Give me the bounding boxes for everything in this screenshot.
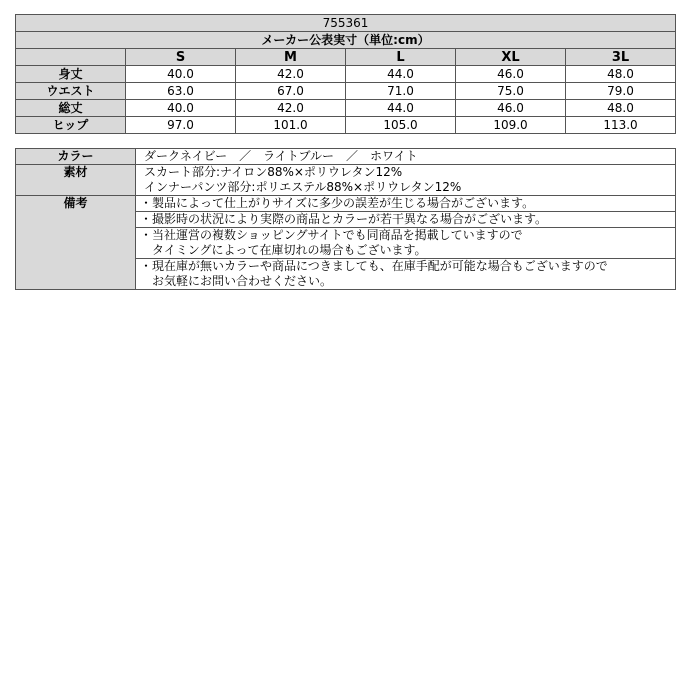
note-line: ・撮影時の状況により実際の商品とカラーが若干異なる場合がございます。 xyxy=(140,212,548,226)
size-value: 48.0 xyxy=(566,66,676,83)
size-row-body-length xyxy=(16,66,676,83)
notes-label: 備考 xyxy=(16,196,136,290)
size-row-hip xyxy=(16,117,676,134)
size-value: 48.0 xyxy=(566,100,676,117)
size-value: 75.0 xyxy=(456,83,566,100)
size-table xyxy=(15,14,676,134)
size-value: 79.0 xyxy=(566,83,676,100)
size-header-3l: 3L xyxy=(566,49,676,66)
note-item xyxy=(136,196,676,212)
note-line: ・当社運営の複数ショッピングサイトでも同商品を掲載していますので xyxy=(140,228,523,242)
size-value: 40.0 xyxy=(126,66,236,83)
notes-row xyxy=(16,196,676,212)
size-row-total-length xyxy=(16,100,676,117)
material-row xyxy=(16,165,676,196)
size-value: 42.0 xyxy=(236,66,346,83)
material-value xyxy=(136,165,676,196)
product-info-table xyxy=(15,148,676,290)
size-header-l: L xyxy=(346,49,456,66)
size-header-s: S xyxy=(126,49,236,66)
size-header-xl: XL xyxy=(456,49,566,66)
material-label: 素材 xyxy=(16,165,136,196)
size-value: 105.0 xyxy=(346,117,456,134)
size-value: 40.0 xyxy=(126,100,236,117)
note-item xyxy=(136,212,676,228)
size-value: 42.0 xyxy=(236,100,346,117)
note-line: ・現在庫が無いカラーや商品につきましても、在庫手配が可能な場合もございますので xyxy=(140,259,608,273)
size-row-waist xyxy=(16,83,676,100)
size-value: 67.0 xyxy=(236,83,346,100)
note-line: お気軽にお問い合わせください。 xyxy=(140,274,333,288)
size-value: 63.0 xyxy=(126,83,236,100)
row-label: 総丈 xyxy=(16,100,126,117)
color-value: ダークネイビー ／ ライトブルー ／ ホワイト xyxy=(136,149,676,165)
size-value: 44.0 xyxy=(346,100,456,117)
note-line: タイミングによって在庫切れの場合もございます。 xyxy=(140,243,427,257)
size-value: 101.0 xyxy=(236,117,346,134)
row-label: ウエスト xyxy=(16,83,126,100)
material-line: インナーパンツ部分:ポリエステル88%×ポリウレタン12% xyxy=(144,180,462,194)
size-table-subtitle: メーカー公表実寸（単位:cm） xyxy=(16,32,676,49)
size-value: 44.0 xyxy=(346,66,456,83)
size-value: 71.0 xyxy=(346,83,456,100)
material-line: スカート部分:ナイロン88%×ポリウレタン12% xyxy=(144,165,403,179)
size-value: 113.0 xyxy=(566,117,676,134)
size-value: 46.0 xyxy=(456,100,566,117)
note-item xyxy=(136,228,676,259)
size-value: 109.0 xyxy=(456,117,566,134)
size-header-m: M xyxy=(236,49,346,66)
product-code: 755361 xyxy=(16,15,676,32)
size-value: 46.0 xyxy=(456,66,566,83)
header-blank-cell xyxy=(16,49,126,66)
color-row xyxy=(16,149,676,165)
size-value: 97.0 xyxy=(126,117,236,134)
row-label: ヒップ xyxy=(16,117,126,134)
note-line: ・製品によって仕上がりサイズに多少の誤差が生じる場合がございます。 xyxy=(140,196,535,210)
note-item xyxy=(136,259,676,290)
color-label: カラー xyxy=(16,149,136,165)
row-label: 身丈 xyxy=(16,66,126,83)
size-header-row xyxy=(16,49,676,66)
